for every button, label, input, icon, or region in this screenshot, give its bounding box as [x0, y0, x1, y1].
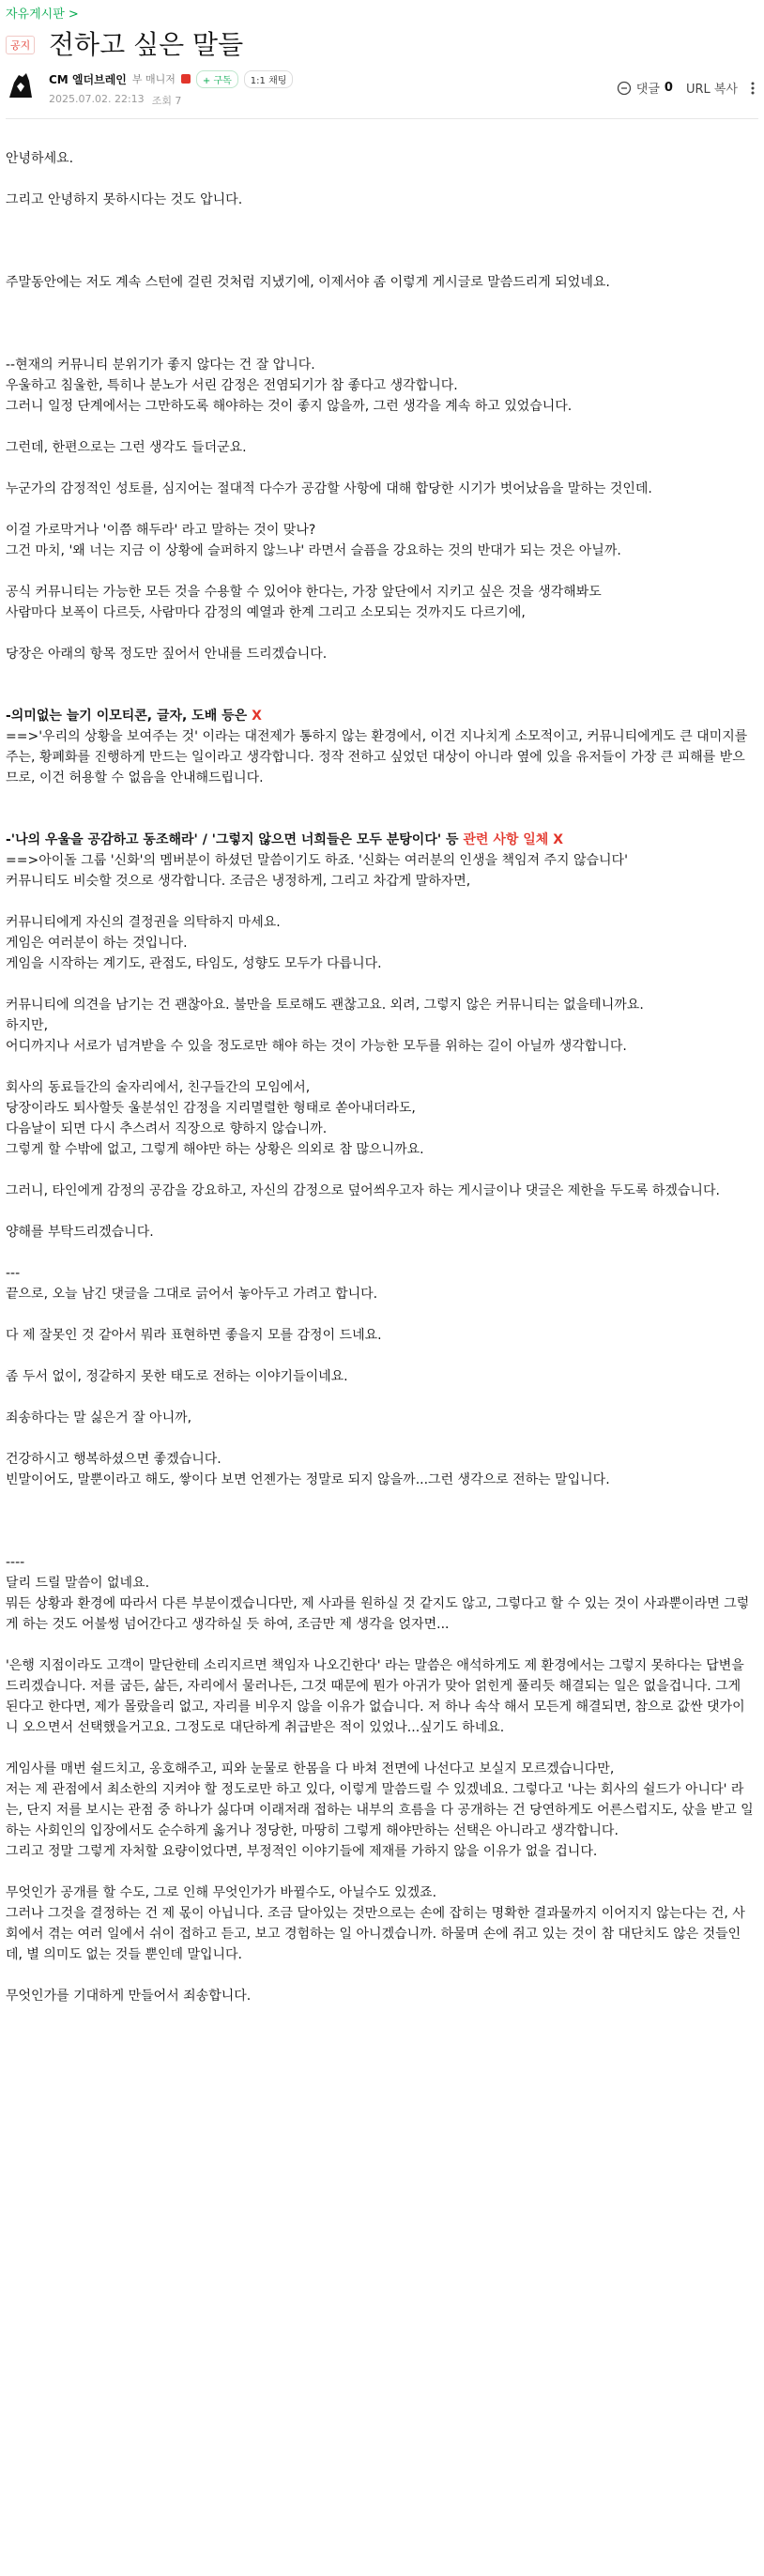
prohibited-mark: X — [252, 709, 262, 724]
paragraph: 그러니 일정 단계에서는 그만하도록 해야하는 것이 좋지 않을까, 그런 생각을 계속 하고 있었습니다. — [6, 399, 573, 414]
paragraph: 안녕하세요. — [6, 151, 74, 166]
paragraph: 그리고 안녕하지 못하시다는 것도 압니다. — [6, 192, 243, 207]
author-role: 부 매니저 — [131, 73, 176, 85]
paragraph: 그러니, 타인에게 감정의 공감을 강요하고, 자신의 감정으로 덮어씌우고자 하는 게시글이나 댓글은 제한을 두도록 하겠습니다. — [6, 1183, 720, 1198]
paragraph: 커뮤니티에 의견을 남기는 건 괜찮아요. 불만을 토로해도 괜찮고요. 외려, 그렇지 않은 커뮤니티는 없을테니까요. — [6, 998, 644, 1013]
paragraph: 죄송하다는 말 싫은거 잘 아니까, — [6, 1410, 192, 1425]
author-avatar[interactable] — [6, 69, 36, 99]
paragraph: 하지만, — [6, 1018, 49, 1033]
paragraph: 달리 드릴 말씀이 없네요. — [6, 1576, 150, 1591]
rule-2-body: ==>아이돌 그룹 '신화'의 멤버분이 하셨던 말씀이기도 하죠. '신화는 여러분의 인생을 책임져 주지 않습니다' — [6, 853, 628, 868]
rule-2-body: 커뮤니티도 비슷할 것으로 생각합니다. 조금은 냉정하게, 그리고 차갑게 말하자면, — [6, 874, 471, 889]
comment-icon — [617, 81, 632, 96]
paragraph: 사람마다 보폭이 다르듯, 사람마다 감정의 예열과 한계 그리고 소모되는 것까지도 다르기에, — [6, 605, 526, 620]
paragraph: 커뮤니티에게 자신의 결정권을 의탁하지 마세요. — [6, 915, 281, 930]
paragraph: 건강하시고 행복하셨으면 좋겠습니다. — [6, 1452, 222, 1467]
subscribe-button[interactable]: + 구독 — [196, 70, 238, 88]
chat-button[interactable]: 1:1 채팅 — [244, 70, 294, 88]
paragraph: 무엇인가를 기대하게 만들어서 죄송합니다. — [6, 1989, 252, 2004]
paragraph: --현재의 커뮤니티 분위기가 좋지 않다는 건 잘 압니다. — [6, 358, 315, 373]
paragraph: 주말동안에는 저도 계속 스턴에 걸린 것처럼 지냈기에, 이제서야 좀 이렇게 게시글로 말씀드리게 되었네요. — [6, 275, 610, 290]
prohibited-mark: X — [553, 832, 563, 847]
post-date: 2025.07.02. 22:13 — [49, 93, 145, 105]
paragraph: 저는 제 관점에서 최소한의 지켜야 할 정도로만 하고 있다, 이렇게 말씀드릴 수 있겠네요. 그렇다고 '나는 회사의 쉴드가 아니다' 라는, 단지 저를 보시는 관점 중 하나가 싫다며 이래저래 접하는 내부의 흐름을 다 공개하는 건 당연하게도 어른스럽지도, 삯을 받고 일하는 사회인의 입장에서도 순수하게 옳거나 정당한, 마땅히 그렇게 해야만하는 선택은 아니라고 생각합니다. — [6, 1782, 754, 1838]
paragraph: 당장은 아래의 항목 정도만 짚어서 안내를 드리겠습니다. — [6, 647, 328, 662]
author-row — [49, 69, 293, 88]
paragraph: 그건 마치, '왜 너는 지금 이 상황에 슬퍼하지 않느냐' 라면서 슬픔을 강요하는 것의 반대가 되는 것은 아닐까. — [6, 543, 621, 558]
paragraph: 다음날이 되면 다시 추스려서 직장으로 향하지 않습니까. — [6, 1121, 328, 1136]
rule-1-body: ==>'우리의 상황을 보여주는 것' 이라는 대전제가 통하지 않는 환경에서, 이건 지나치게 소모적이고, 커뮤니티에게도 큰 대미지를 주는, 황폐화를 진행하게 만드는 일이라고 생각합니다. 정작 전하고 싶었던 대상이 아니라 옆에 있을 유저들이 가장 큰 피해를 받으므로, 이건 허용할 수 없음을 안내해드립니다. — [6, 729, 752, 785]
paragraph: 게임사를 매번 쉴드치고, 옹호해주고, 피와 눈물로 한몸을 다 바쳐 전면에 나선다고 보실지 모르겠습니다만, — [6, 1761, 615, 1776]
separator-text: ---- — [6, 1555, 25, 1570]
paragraph: 회사의 동료들간의 술자리에서, 친구들간의 모임에서, — [6, 1080, 311, 1095]
more-options-icon[interactable] — [751, 81, 755, 96]
comment-count: 0 — [664, 81, 673, 95]
author-name[interactable]: CM 엘더브레인 — [49, 72, 127, 86]
paragraph: '은행 지점이라도 고객이 말단한테 소리지르면 책임자 나오긴한다' 라는 말씀은 애석하게도 제 환경에서는 그렇지 못하다는 답변을 드리겠습니다. 저를 굽든, 삶든, 자리에서 물러나든, 그것 때문에 뭔가 아귀가 맞아 얽힌게 풀리듯 해결되는 일은 없을겁니다. 그게 된다고 한다면, 제가 몰랐을리 없고, 자리를 비우지 않을 이유가 없습니다. 저 하나 속삭 해서 모든게 해결되면, 참으로 값싼 댓가이니 오으면서 선택했을거고요. 그정도로 대단하게 취급받은 적이 있었나...싶기도 하네요. — [6, 1658, 749, 1735]
paragraph: 그리고 정말 그렇게 자처할 요량이었다면, 부정적인 이야기들에 제재를 가하지 않을 이유가 없을 겁니다. — [6, 1844, 598, 1859]
paragraph: 양해를 부탁드리겠습니다. — [6, 1225, 154, 1240]
manager-badge-icon — [181, 74, 191, 84]
paragraph: 뭐든 상황과 환경에 따라서 다른 부분이겠습니다만, 제 사과를 원하실 것 같지도 않고, 그렇다고 할 수 있는 것이 사과뿐이라면 그렇게 하는 것도 어불썽 넘어간다고 생각하실 듯 하여, 조금만 제 생각을 얹자면... — [6, 1596, 750, 1632]
paragraph: 빈말이어도, 말뿐이라고 해도, 쌓이다 보면 언젠가는 정말로 되지 않을까...그런 생각으로 전하는 말입니다. — [6, 1472, 610, 1487]
paragraph: 누군가의 감정적인 성토를, 심지어는 절대적 다수가 공감할 사항에 대해 합당한 시기가 벗어났음을 말하는 것인데. — [6, 481, 652, 496]
paragraph: 당장이라도 퇴사할듯 울분섞인 감정을 지리멸렬한 형태로 쏟아내더라도, — [6, 1101, 416, 1116]
rule-2-highlight: 관련 사항 일체 — [463, 832, 554, 847]
post-meta — [49, 93, 181, 108]
header-divider — [6, 118, 758, 119]
post-title: 전하고 싶은 말들 — [49, 29, 244, 60]
notice-badge: 공지 — [6, 36, 35, 54]
post-body — [6, 131, 756, 2006]
rule-1-title: -의미없는 늘기 이모티콘, 글자, 도배 등은 X — [6, 709, 262, 724]
paragraph: 좀 두서 없이, 정갈하지 못한 태도로 전하는 이야기들이네요. — [6, 1369, 348, 1384]
comment-label: 댓글 — [635, 83, 660, 97]
paragraph: 게임은 여러분이 하는 것입니다. — [6, 936, 188, 951]
paragraph: 우울하고 침울한, 특히나 분노가 서린 감정은 전염되기가 참 좋다고 생각합니다. — [6, 378, 458, 393]
paragraph: 어디까지나 서로가 넘겨받을 수 있을 정도로만 해야 하는 것이 가능한 모두를 위하는 길이 아닐까 생각합니다. — [6, 1039, 627, 1054]
paragraph: 끝으로, 오늘 남긴 댓글을 그대로 긁어서 놓아두고 가려고 합니다. — [6, 1287, 378, 1302]
paragraph: 이걸 가로막거나 '이쯤 해두라' 라고 말하는 것이 맞나? — [6, 523, 316, 538]
paragraph: 공식 커뮤니티는 가능한 모든 것을 수용할 수 있어야 한다는, 가장 앞단에서 지키고 싶은 것을 생각해봐도 — [6, 585, 602, 600]
rule-2-title: -'나의 우울을 공감하고 동조해라' / '그렇지 않으면 너희들은 모두 분탕이다' 등 관련 사항 일체 X — [6, 832, 563, 847]
comment-button[interactable] — [617, 79, 673, 97]
paragraph: 그러나 그것을 결정하는 건 제 몫이 아닙니다. 조금 달아있는 것만으로는 손에 잡히는 명확한 결과물까지 이어지지 않는다는 건, 사회에서 겪는 여러 일에서 쉬이 접하고 듣고, 보고 경험하는 일 아니겠습니까. 하물며 손에 쥐고 있는 것이 참 대단치도 않은 것들인데, 별 의미도 없는 것들 뿐인데 말입니다. — [6, 1906, 745, 1962]
paragraph: 그렇게 할 수밖에 없고, 그렇게 해야만 하는 상황은 의외로 참 많으니까요. — [6, 1142, 424, 1157]
paragraph: 게임을 시작하는 계기도, 관점도, 타임도, 성향도 모두가 다릅니다. — [6, 956, 382, 971]
paragraph: 그런데, 한편으로는 그런 생각도 들더군요. — [6, 440, 247, 455]
post-actions — [617, 79, 755, 97]
board-breadcrumb-link[interactable]: 자유게시판 > — [6, 8, 79, 22]
url-copy-button[interactable]: URL 복사 — [685, 83, 738, 97]
paragraph: 다 제 잘못인 것 같아서 뭐라 표현하면 좋을지 모를 감정이 드네요. — [6, 1328, 382, 1343]
post-views: 조회 7 — [151, 95, 182, 107]
paragraph: 무엇인가 공개를 할 수도, 그로 인해 무엇인가가 바뀔수도, 아닐수도 있겠죠. — [6, 1885, 437, 1900]
separator-text: --- — [6, 1266, 21, 1281]
